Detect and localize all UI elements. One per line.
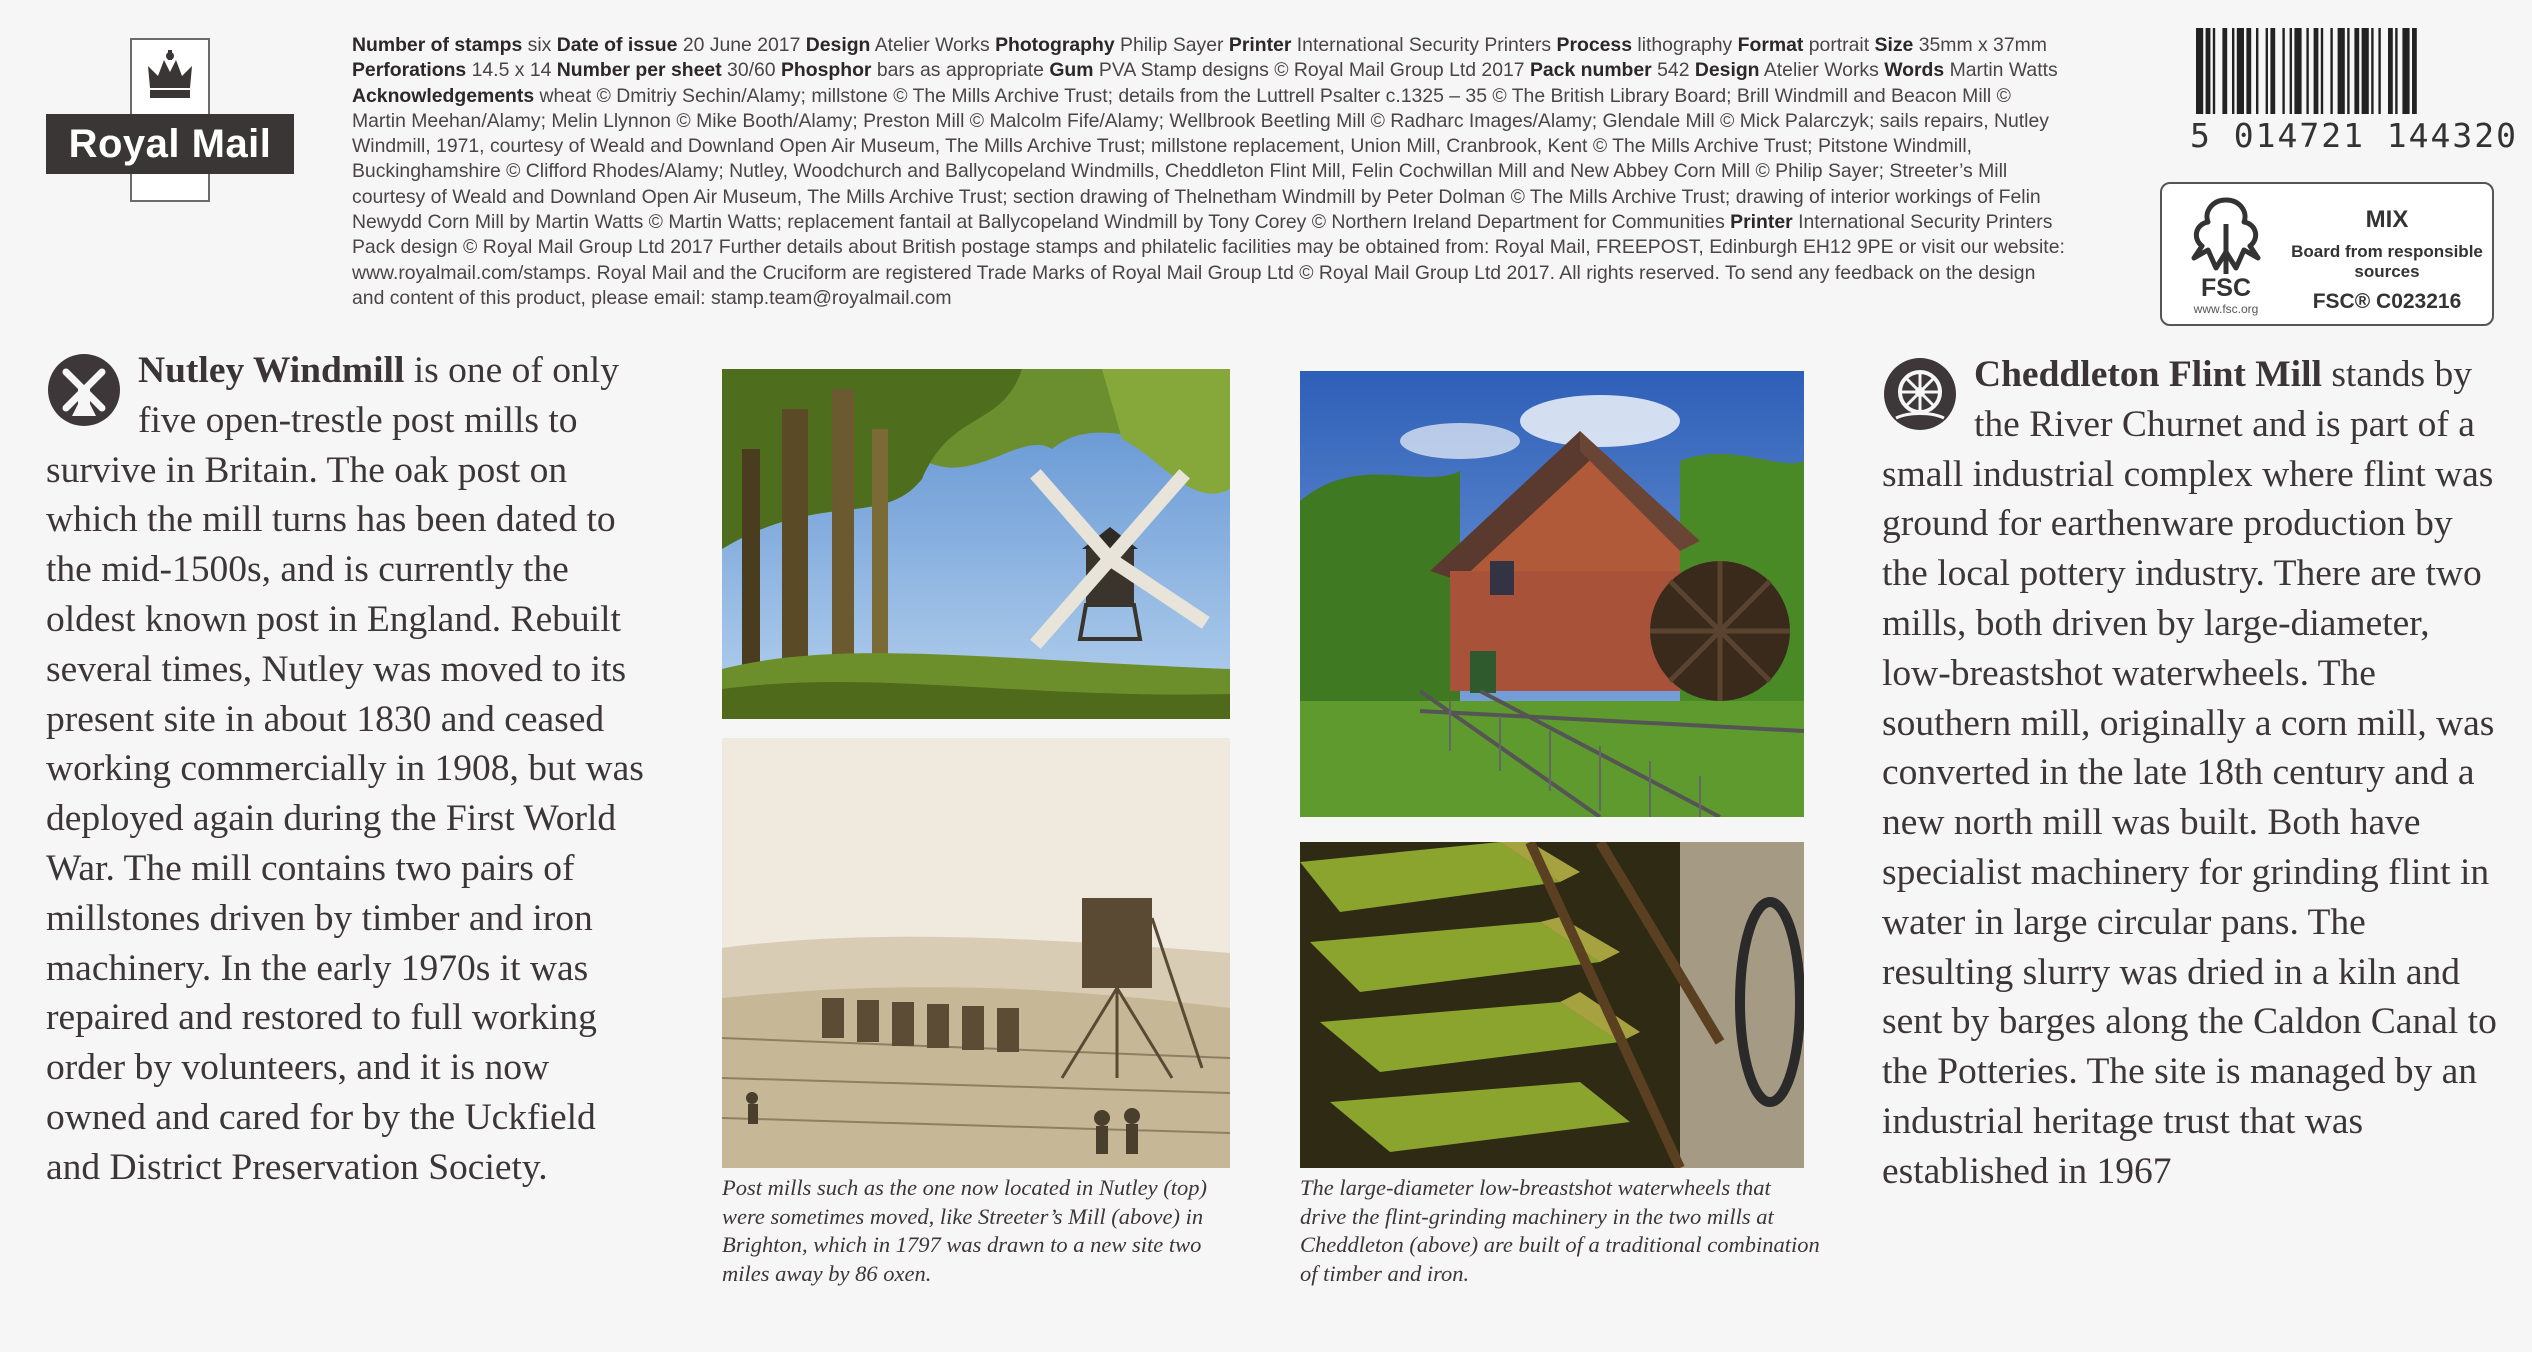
nutley-body: is one of only five open-trestle post mills to survive in Britain. The oak post on which the mill turns has been dated to the mid-1500s, and is currently the oldest known post in England. Rebuilt several times, Nutley was moved to its present site in about 1830 and ceased working commercially in 1908, but was deployed again during the First World War. The mill contains two pairs of millstones driven by timber and iron machinery. In the early 1970s it was repaired and restored to full working order by volunteers, and it is now owned and cared for by the Uckfield and District Preservation Society. bbox=[46, 350, 644, 1188]
fsc-url: www.fsc.org bbox=[2193, 302, 2259, 316]
credit-label: Design bbox=[805, 34, 871, 56]
credit-value: six bbox=[527, 34, 552, 56]
fsc-code: FSC® C023216 bbox=[2312, 290, 2462, 313]
cheddleton-body: stands by the River Churnet and is part of a small industrial complex where flint was ground for earthenware production by the local pottery industry. There are two mills, both driven by large-diameter, low-breastshot waterwheels. The southern mill, originally a corn mill, was converted in the late 18th century and a new north mill was built. Both have specialist machinery for grinding flint in water in large circular pans. The resulting slurry was dried in a kiln and sent by barges along the Caldon Canal to the Potteries. The site is managed by an industrial heritage trust that was established in 1967 bbox=[1882, 354, 2497, 1192]
nutley-title: Nutley Windmill bbox=[138, 350, 405, 391]
fsc-board-text: Board from responsible sources bbox=[2291, 242, 2483, 281]
credit-value: International Security Printers Pack design © Royal Mail Group Ltd 2017 Further details about British postage stamps and philatelic facilities may be obtained from: Royal Mail, FREEPOST, Edinburgh EH12 9PE or visit our website: www.royalmail.com/stamps. Royal Mail and the Cruciform are registered Trade Marks of Royal Mail Group Ltd © Royal Mail Group Ltd 2017. All rights reserved. To send any feedback on the design and content of this product, please email: stamp.team@royalmail.com bbox=[352, 211, 2065, 309]
cheddleton-mill-photo bbox=[1300, 371, 1804, 817]
fsc-badge bbox=[2160, 182, 2494, 326]
credit-label: Size bbox=[1874, 34, 1914, 56]
fsc-logo-text: FSC bbox=[2201, 274, 2251, 302]
credit-label: Date of issue bbox=[556, 34, 678, 56]
credit-label: Number of stamps bbox=[352, 34, 523, 56]
credit-label: Phosphor bbox=[780, 59, 872, 82]
credit-value: Philip Sayer bbox=[1120, 34, 1224, 56]
windmill-badge-icon bbox=[48, 354, 120, 426]
nutley-story bbox=[46, 346, 646, 1193]
fsc-mix: MIX bbox=[2365, 206, 2409, 233]
credit-value: bars as appropriate bbox=[876, 59, 1044, 82]
credit-label: Design bbox=[1694, 59, 1760, 82]
credit-label: Acknowledgements bbox=[352, 84, 535, 107]
waterwheel-badge-icon bbox=[1884, 358, 1956, 430]
credit-label: Photography bbox=[995, 34, 1115, 56]
credit-value: Martin Watts bbox=[1949, 59, 2058, 82]
credit-label: Printer bbox=[1228, 34, 1292, 56]
fsc-tree-icon bbox=[2176, 194, 2276, 284]
watermill-caption: The large-diameter low-breastshot waterwheels that drive the flint-grinding machinery in the two mills at Cheddleton (above) are built of a traditional combination of timber and iron. bbox=[1300, 1175, 1820, 1286]
credits-paragraph bbox=[352, 33, 2068, 311]
cheddleton-title: Cheddleton Flint Mill bbox=[1974, 354, 2322, 395]
waterwheel-photo bbox=[1300, 842, 1804, 1168]
barcode-digits: 5 014721 144320 bbox=[2190, 116, 2519, 155]
credit-label: Perforations bbox=[352, 59, 467, 82]
crown-icon bbox=[142, 48, 198, 104]
credit-label: Pack number bbox=[1529, 59, 1652, 82]
credit-value: International Security Printers bbox=[1296, 34, 1552, 56]
credit-value: lithography bbox=[1637, 34, 1733, 56]
credit-value: 35mm x 37mm bbox=[1918, 34, 2047, 56]
credit-label: Process bbox=[1556, 34, 1632, 56]
credit-value: Atelier Works bbox=[874, 34, 990, 56]
credit-label: Printer bbox=[1730, 211, 1793, 234]
brand-name: Royal Mail bbox=[46, 114, 294, 174]
barcode-bars bbox=[2190, 28, 2490, 114]
credit-value: Atelier Works bbox=[1763, 59, 1879, 82]
barcode bbox=[2190, 28, 2519, 155]
cheddleton-story bbox=[1882, 350, 2502, 1197]
credit-value: 14.5 x 14 bbox=[471, 59, 552, 82]
credit-value: 30/60 bbox=[727, 59, 776, 82]
credit-label: Gum bbox=[1049, 59, 1094, 82]
credit-label: Format bbox=[1737, 34, 1804, 56]
credit-value: 542 bbox=[1657, 59, 1690, 82]
windmill-caption: Post mills such as the one now located in Nutley (top) were sometimes moved, like Streeter’s Mill (above) in Brighton, which in 1797 was drawn to a new site two miles away by 86 oxen. bbox=[722, 1175, 1207, 1286]
royal-mail-logo bbox=[46, 38, 294, 202]
nutley-windmill-photo bbox=[722, 369, 1230, 719]
credit-value: PVA Stamp designs © Royal Mail Group Ltd 2017 bbox=[1098, 59, 1525, 82]
credit-label: Number per sheet bbox=[556, 59, 722, 82]
credit-value: 20 June 2017 bbox=[682, 34, 801, 56]
credit-value: portrait bbox=[1808, 34, 1870, 56]
streeters-mill-drawing bbox=[722, 738, 1230, 1168]
credit-value: wheat © Dmitriy Sechin/Alamy; millstone © The Mills Archive Trust; details from the Luttrell Psalter c.1325 – 35 © The British Library Board; Brill Windmill and Beacon Mill © Martin Meehan/Alamy; Melin Llynnon © Mike Booth/Alamy; Preston Mill © Malcolm Fife/Alamy; Wellbrook Beetling Mill © Radharc Images/Alamy; Glendale Mill © Mick Palarczyk; sails repairs, Nutley Windmill, 1971, courtesy of Weald and Downland Open Air Museum, The Mills Archive Trust; millstone replacement, Union Mill, Cranbrook, Kent © The Mills Archive Trust; Pitstone Windmill, Buckinghamshire © Clifford Rhodes/Alamy; Nutley, Woodchurch and Ballycopeland Windmills, Cheddleton Flint Mill, Felin Cochwillan Mill and New Abbey Corn Mill © Philip Sayer; Streeter’s Mill courtesy of Weald and Downland Open Air Museum, The Mills Archive Trust; section drawing of Thelnetham Windmill by Peter Dolman © The Mills Archive Trust; drawing of interior workings of Felin Newydd Corn Mill by Martin Watts © Martin Watts; replacement fantail at Ballycopeland Windmill by Tony Corey © Northern Ireland Department for Communities bbox=[352, 84, 2049, 234]
credit-label: Words bbox=[1884, 59, 1945, 82]
